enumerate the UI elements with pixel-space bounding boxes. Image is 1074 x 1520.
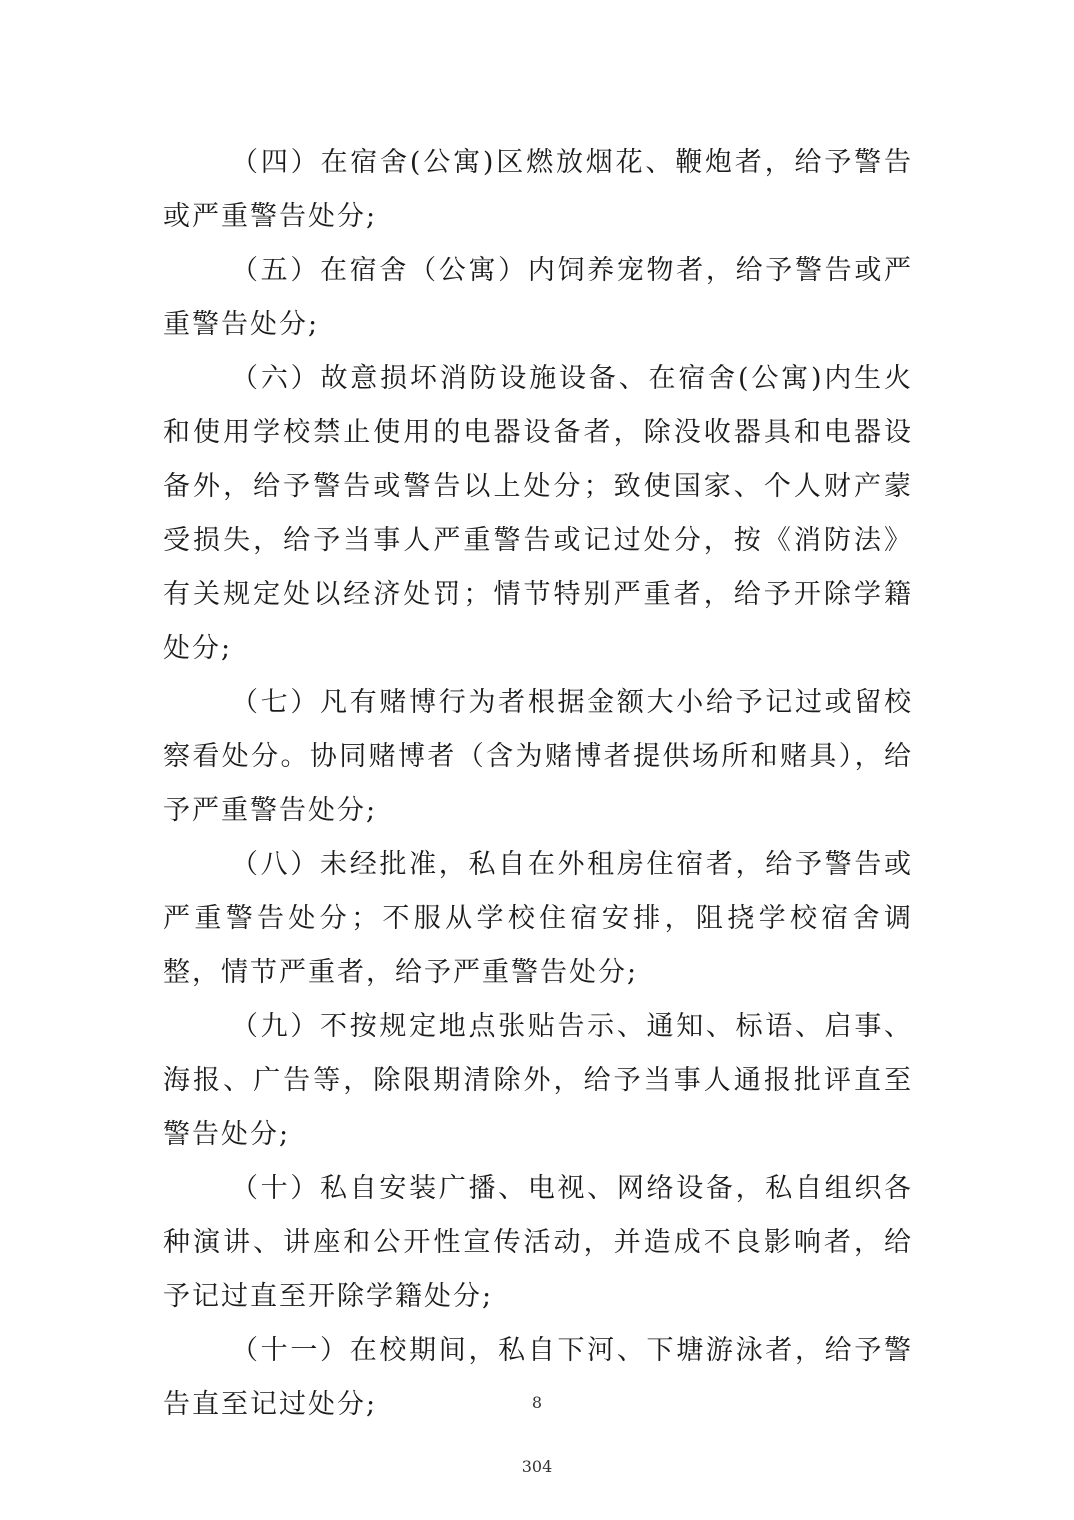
document-page-number: 304 [521,1457,553,1476]
clause-9-paragraph: （九）不按规定地点张贴告示、通知、标语、启事、海报、广告等，除限期清除外，给予当事人通报批评直至警告处分; [163,1011,913,1150]
clause-10-paragraph: （十）私自安装广播、电视、网络设备，私自组织各种演讲、讲座和公开性宣传活动，并造成不良影响者，给予记过直至开除学籍处分; [163,1173,913,1312]
clause-6-paragraph: （六）故意损坏消防设施设备、在宿舍(公寓)内生火和使用学校禁止使用的电器设备者，除没收器具和电器设备外，给予警告或警告以上处分；致使国家、个人财产蒙受损失，给予当事人严重警告或记过处分，按《消防法》有关规定处以经济处罚；情节特别严重者，给予开除学籍处分; [163,363,913,664]
page-number: 8 [531,1393,543,1412]
clause-11-paragraph: （十一）在校期间，私自下河、下塘游泳者，给予警告直至记过处分; [163,1335,913,1420]
document-body [163,136,913,1432]
clause-5-paragraph: （五）在宿舍（公寓）内饲养宠物者，给予警告或严重警告处分; [163,255,913,340]
clause-4-paragraph: （四）在宿舍(公寓)区燃放烟花、鞭炮者，给予警告或严重警告处分; [163,147,913,232]
clause-7-paragraph: （七）凡有赌博行为者根据金额大小给予记过或留校察看处分。协同赌博者（含为赌博者提供场所和赌具），给予严重警告处分; [163,687,913,826]
clause-8-paragraph: （八）未经批准，私自在外租房住宿者，给予警告或严重警告处分；不服从学校住宿安排，阻挠学校宿舍调整，情节严重者，给予严重警告处分; [163,849,913,988]
